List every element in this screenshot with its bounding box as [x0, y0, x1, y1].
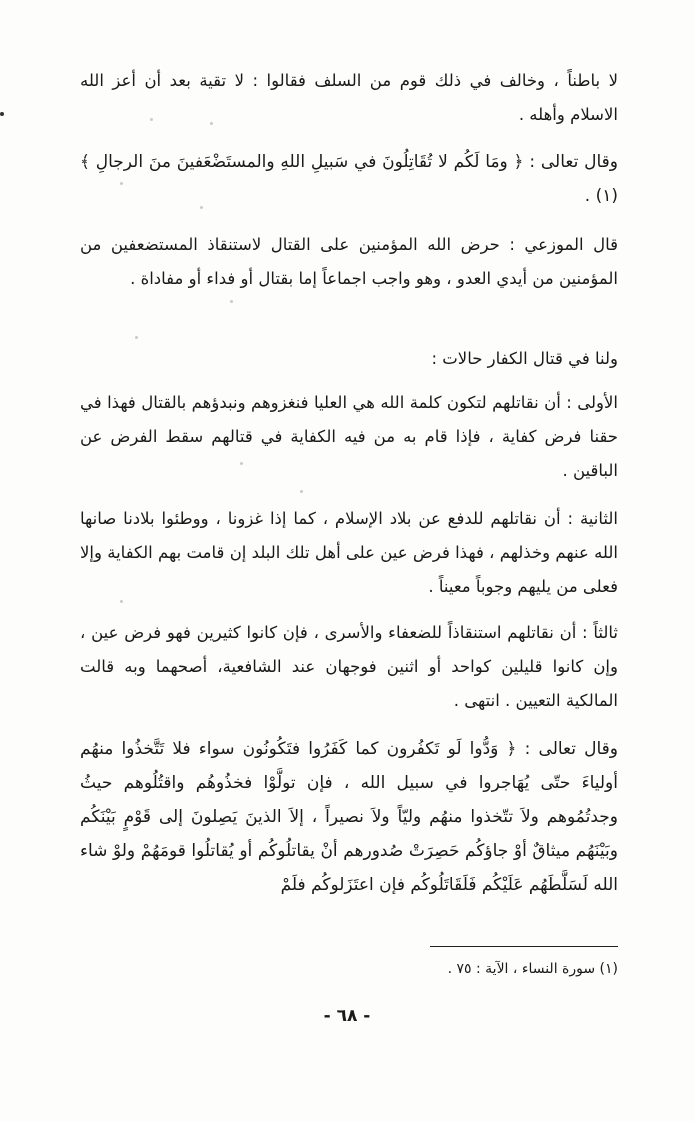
paragraph-case-second: الثانية : أن نقاتلهم للدفع عن بلاد الإسلام ، كما إذا غزونا ، ووطئوا بلادنا صانها الله عنهم وخذلهم ، فهذا فرض عين على أهل تلك البلد إن قامت بهم الكفاية وإلا فعلى من يليهم وجوباً معيناً .	[80, 509, 618, 596]
scan-speck	[120, 182, 123, 185]
scan-speck	[200, 206, 203, 209]
paragraph-quran-verse-2: وقال تعالى : ﴿ وَدُّوا لَو تَكفُرون كما كَفَرُوا فتَكُونُون سواء فلا تَتَّخذُوا منهُم أولياءَ حتّى يُهَاجروا في سبيل الله ، فإن تولَّوْا فخذُوهُم واقتُلُوهم حيثُ وجدتُمُوهم ولاَ تتّخذوا منهُم وليّاً ولاَ نصيراً ، إلاَ الذينَ يَصِلونَ إلى قَوْمٍ بَيْنَكُم وبَيْنَهُم ميثاقٌ أوْ جاؤكُم حَصِرَتْ صُدورهم أنْ يقاتلُوكُم أو يُقاتلُوا قومَهُمْ ولوْ شاء الله لَسَلَّطَهُم عَلَيْكُم فَلَقَاتَلُوكُم فإن اعتَزَلوكُم فلَمْ	[80, 739, 618, 895]
scan-speck	[240, 462, 243, 465]
paragraph-taqiyya: لا باطناً ، وخالف في ذلك قوم من السلف فقالوا : لا تقية بعد أن أعز الله الاسلام وأهله .	[80, 71, 618, 124]
footnote-divider	[430, 946, 618, 947]
scan-speck	[150, 118, 153, 121]
scan-speck	[230, 300, 233, 303]
paragraph-case-third: ثالثاً : أن نقاتلهم استنقاذاً للضعفاء والأسرى ، فإن كانوا كثيرين فهو فرض عين ، وإن كانوا قليلين كواحد أو اثنين فوجهان عند الشافعية، أصحهما وبه قالت المالكية التعيين . انتهى .	[80, 623, 618, 710]
paragraph-case-first: الأولى : أن نقاتلهم لتكون كلمة الله هي العليا فنغزوهم ونبدؤهم بالقتال فهذا في حقنا فرض كفاية ، فإذا قام به من فيه الكفاية في قتالهم سقط الفرض عن الباقين .	[80, 393, 618, 480]
scan-speck	[120, 600, 123, 603]
scan-speck	[300, 490, 303, 493]
paragraph-muzi-commentary: قال الموزعي : حرض الله المؤمنين على القتال لاستنقاذ المستضعفين من المؤمنين من أيدي العدو ، وهو واجب اجماعاً إما بقتال أو فداء أو مفاداة .	[80, 235, 618, 288]
margin-dot	[0, 112, 4, 116]
scan-speck	[135, 336, 138, 339]
page-number: - ٦٨ -	[323, 1006, 371, 1026]
paragraph-cases-heading: ولنا في قتال الكفار حالات :	[431, 349, 618, 368]
paragraph-quran-verse-1: وقال تعالى : ﴿ ومَا لَكُم لا تُقَاتِلُونَ في سَبيلِ اللهِ والمستَضْعَفينَ منَ الرجالِ ﴾ (١) .	[80, 152, 618, 206]
footnote: (١) سورة النساء ، الآية : ٧٥ .	[447, 961, 618, 977]
scan-speck	[210, 122, 213, 125]
